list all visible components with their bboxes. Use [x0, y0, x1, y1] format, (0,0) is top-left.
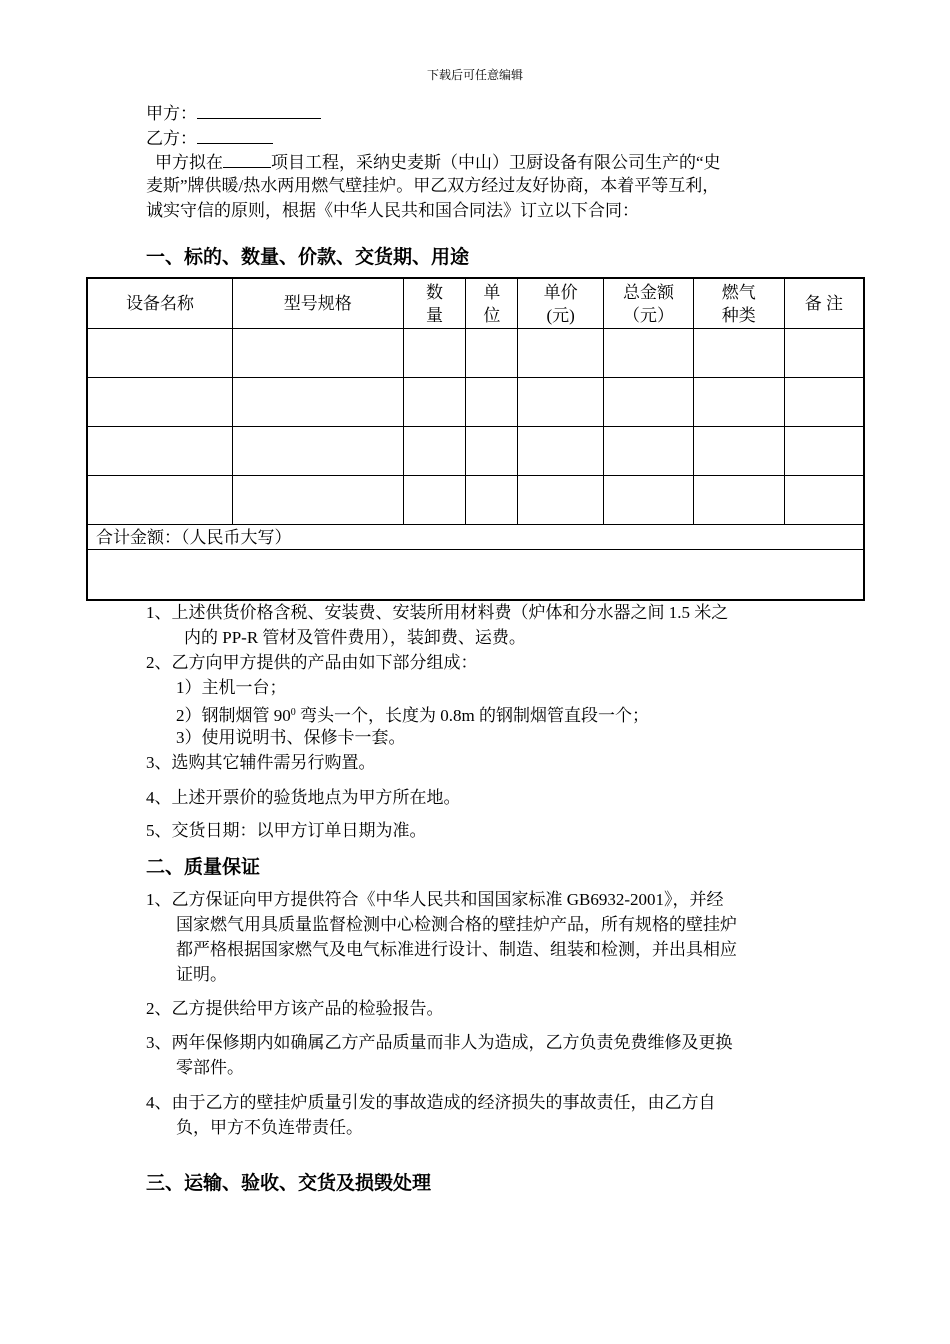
quality-1-line-1: 1、乙方保证向甲方提供符合《中华人民共和国国家标准 GB6932-2001》，并经: [146, 890, 724, 909]
quality-2: 2、乙方提供给甲方该产品的检验报告。: [146, 999, 444, 1018]
note-2: 2、乙方向甲方提供的产品由如下部分组成：: [146, 653, 478, 672]
table-row: [87, 378, 864, 427]
project-blank: [223, 149, 271, 168]
note-1-line-2: 内的 PP-R 管材及管件费用），装卸费、运费。: [184, 628, 526, 647]
party-b-blank: [197, 125, 273, 144]
quality-4-line-1: 4、由于乙方的壁挂炉质量引发的事故造成的经济损失的事故责任，由乙方自: [146, 1093, 716, 1112]
note-2-item-3: 3）使用说明书、保修卡一套。: [176, 728, 406, 747]
table-header-row: [87, 278, 864, 329]
section-3-title: 三、运输、验收、交货及损毁处理: [146, 1172, 432, 1194]
intro-line-1: [146, 149, 721, 175]
note-3: 3、选购其它辅件需另行购置。: [146, 753, 376, 772]
party-b-label: 乙方：: [146, 129, 197, 148]
note-4: 4、上述开票价的验货地点为甲方所在地。: [146, 788, 461, 807]
note-5: 5、交货日期：以甲方订单日期为准。: [146, 821, 427, 840]
quality-1-line-3: 都严格根据国家燃气及电气标准进行设计、制造、组装和检测，并出具相应: [176, 940, 737, 959]
party-a-line: [146, 100, 321, 126]
quality-4-line-2: 负，甲方不负连带责任。: [176, 1118, 363, 1137]
header-unit-price: 单价 (元): [518, 278, 604, 329]
quality-1-line-4: 证明。: [176, 965, 227, 984]
note-2-item-1: 1）主机一台；: [176, 678, 287, 697]
header-unit: 单 位: [466, 278, 518, 329]
header-gas-type: 燃气 种类: [693, 278, 784, 329]
equipment-table: [86, 277, 865, 601]
intro-line-3: 诚实守信的原则，根据《中华人民共和国合同法》订立以下合同：: [146, 201, 639, 220]
header-model-spec: 型号规格: [233, 278, 403, 329]
total-amount-label: 合计金额：（人民币大写）: [87, 525, 864, 550]
header-remarks: 备 注: [784, 278, 864, 329]
total-row: [87, 525, 864, 550]
quality-1-line-2: 国家燃气用具质量监督检测中心检测合格的壁挂炉产品，所有规格的壁挂炉: [176, 915, 737, 934]
page-header: 下载后可任意编辑: [426, 68, 523, 82]
section-2-title: 二、质量保证: [146, 856, 261, 878]
header-quantity: 数 量: [403, 278, 466, 329]
table-row: [87, 329, 864, 378]
party-b-line: [146, 125, 273, 151]
note-2-item-2: 2）钢制烟管 $90^0$ 弯头一个，长度为 0.8m 的钢制烟管直段一个；: [176, 706, 649, 725]
party-a-blank: [197, 100, 321, 119]
quality-3-line-1: 3、两年保修期内如确属乙方产品质量而非人为造成，乙方负责免费维修及更换: [146, 1033, 733, 1052]
note-1-line-1: 1、上述供货价格含税、安装费、安装所用材料费（炉体和分水器之间 1.5 米之: [146, 603, 729, 622]
quality-3-line-2: 零部件。: [176, 1058, 244, 1077]
intro-text-b: 项目工程，采纳史麦斯（中山）卫厨设备有限公司生产的“史: [271, 153, 721, 172]
table-row: [87, 476, 864, 525]
intro-line-2: 麦斯”牌供暖/热水两用燃气壁挂炉。甲乙双方经过友好协商，本着平等互利，: [146, 176, 720, 195]
intro-text-a: 甲方拟在: [155, 153, 223, 172]
header-total-amount: 总金额 （元）: [604, 278, 694, 329]
header-equipment-name: 设备名称: [87, 278, 233, 329]
party-a-label: 甲方：: [146, 104, 197, 123]
total-value-row: [87, 550, 864, 601]
section-1-title: 一、标的、数量、价款、交货期、用途: [146, 246, 470, 268]
table-row: [87, 427, 864, 476]
